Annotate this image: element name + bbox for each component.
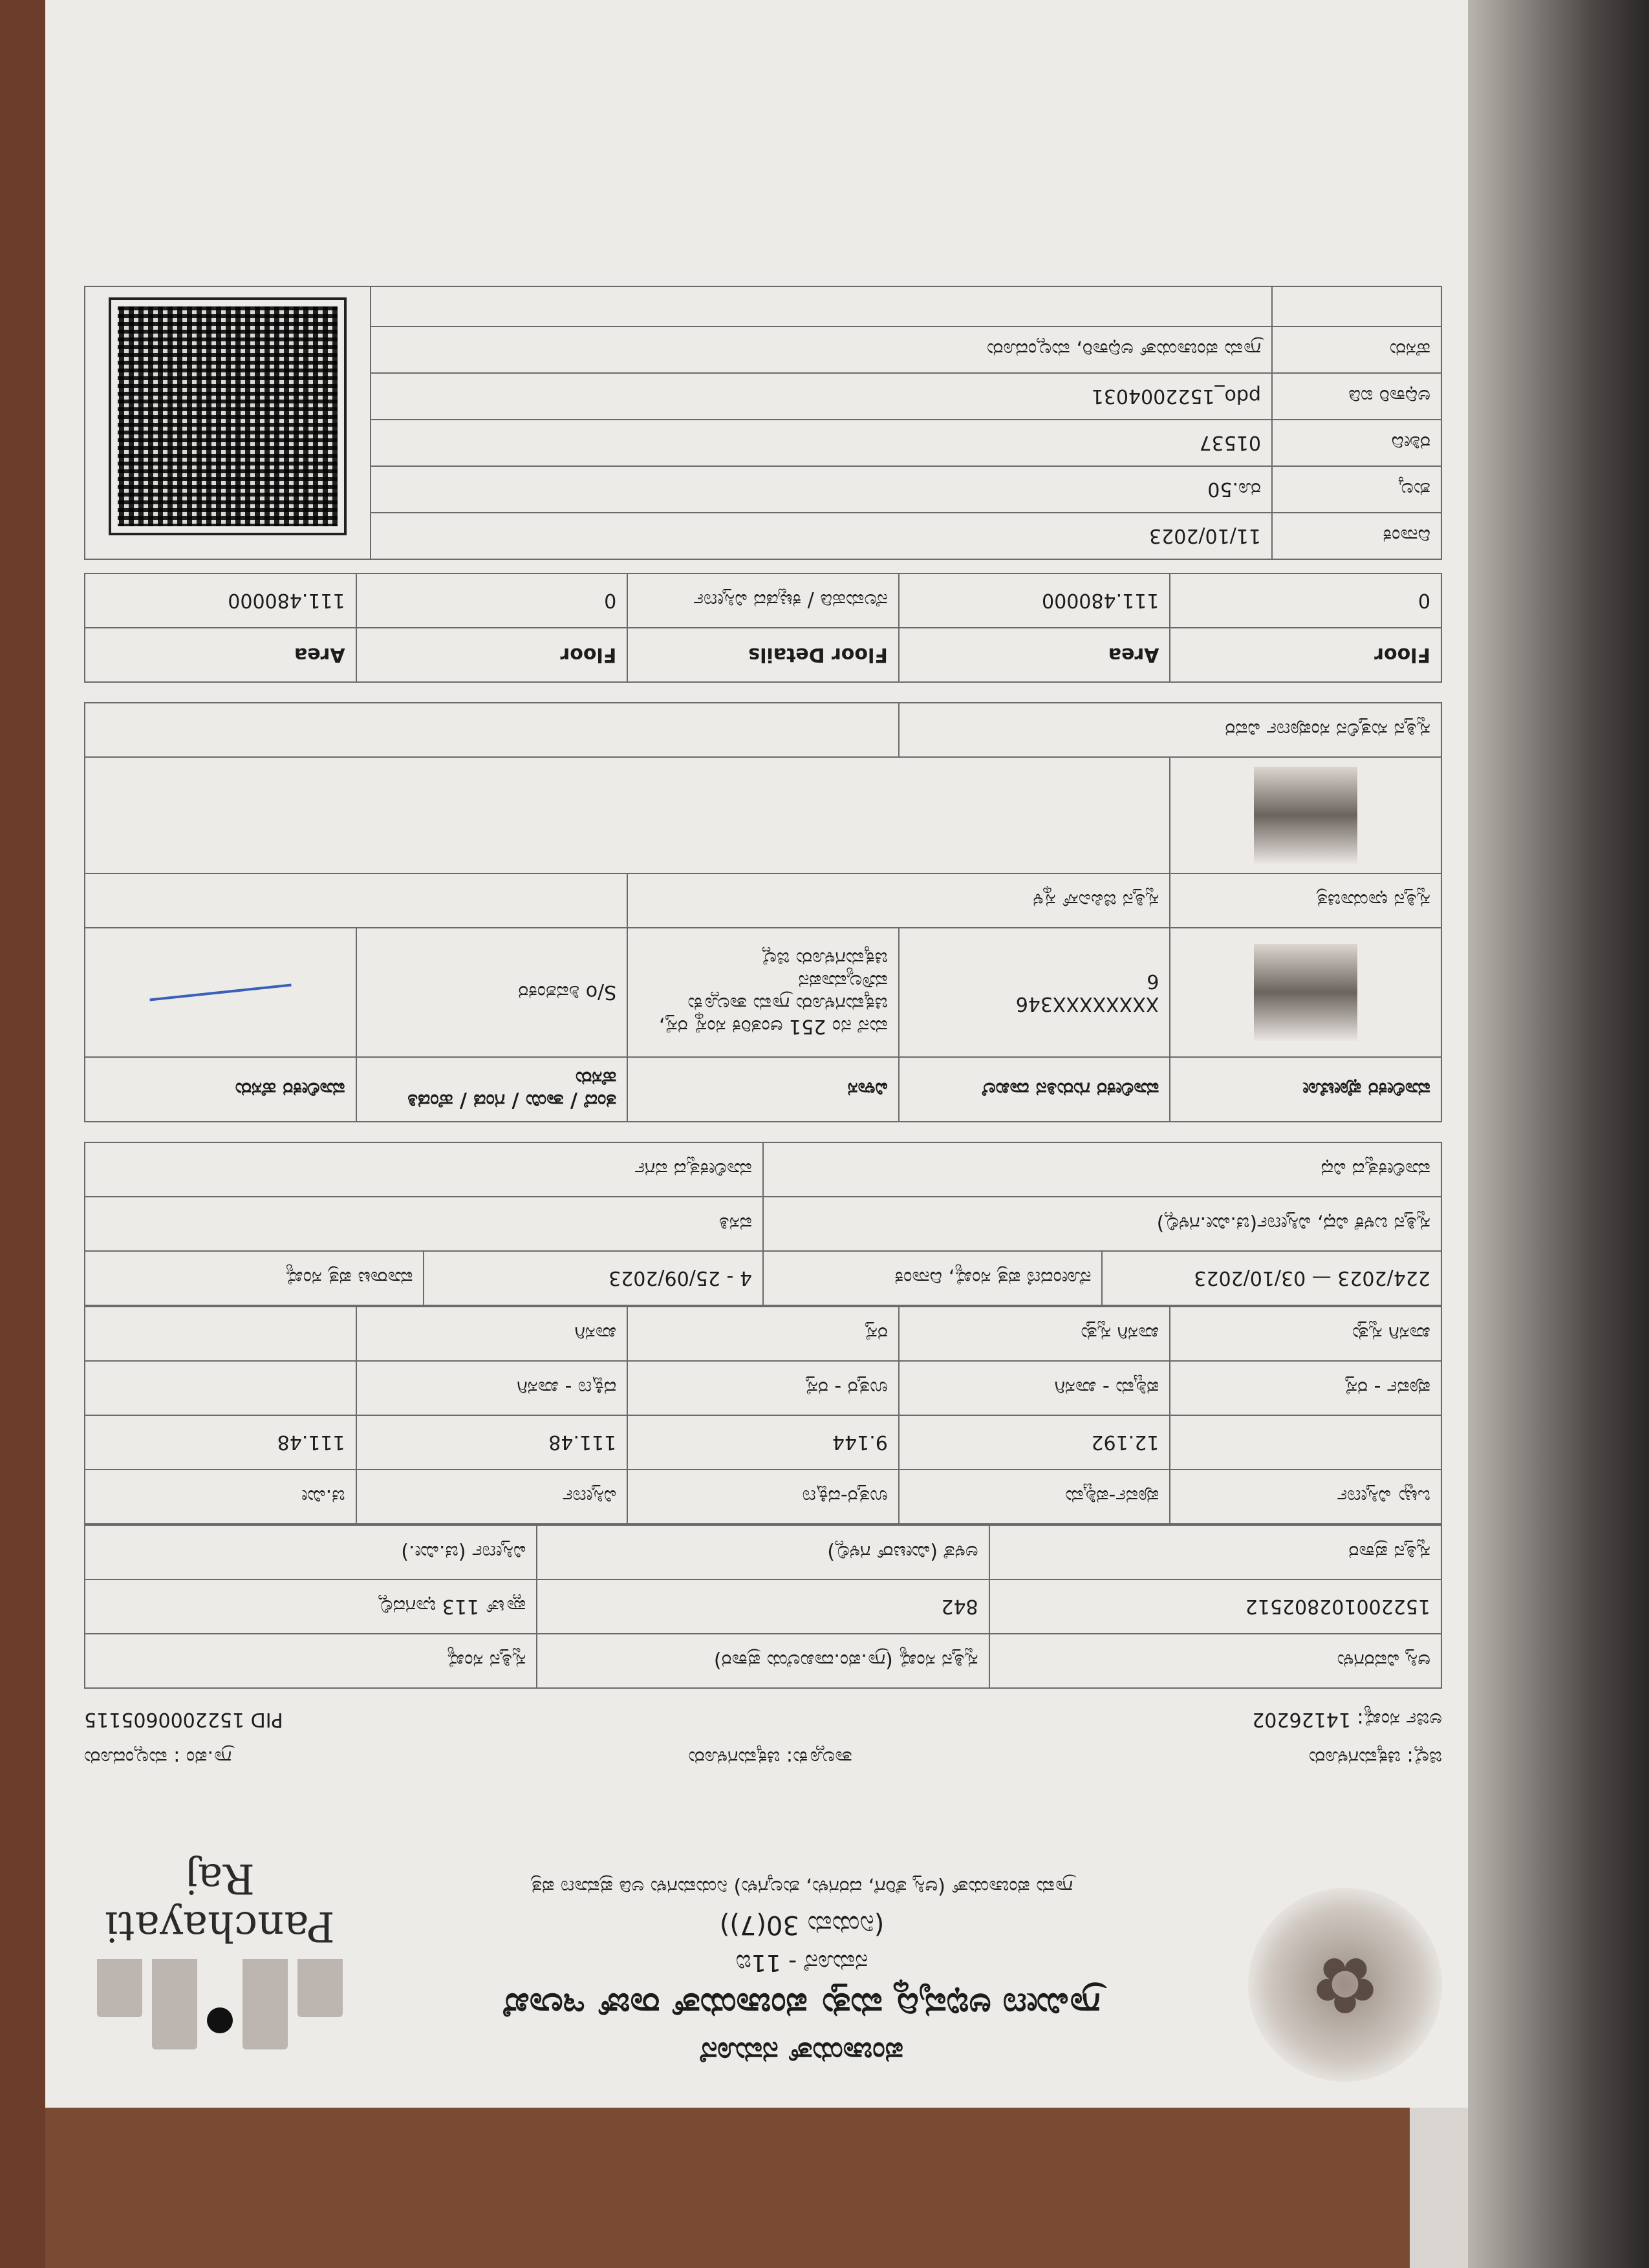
cell: 111.480000: [85, 573, 356, 628]
cell: Area: [85, 628, 356, 682]
cell: ಚ.ಮೀ: [85, 1470, 356, 1524]
binder-edge: [1468, 0, 1649, 2268]
form-subtitle: ಗ್ರಾಮ ಪಂಚಾಯತ್ (ಆಸ್ತಿ ತೆರಿಗೆ, ದರಗಳು, ಶುಲ್ಕಗಳು) ನಿಯಮಗಳು ಅಡಿ ಪ್ರಮಾಣ ಪತ್ರ: [531, 1876, 1073, 1898]
document-sheet: [45, 0, 1481, 2108]
floor-table: [84, 573, 1442, 683]
cell: Area: [899, 628, 1170, 682]
cell: ಅಳತೆ (ಮೀಟರ್ ಗಳಲ್ಲಿ): [537, 1525, 989, 1579]
cell: 842: [537, 1579, 989, 1634]
cell: [1170, 1415, 1441, 1470]
cell: ಸ್ವತ್ತಿನ ಪ್ರಕಾರ: [989, 1525, 1441, 1579]
table-row: [85, 1525, 1441, 1579]
cell: 111.48: [356, 1415, 628, 1470]
table-row: [85, 1579, 1441, 1634]
cell: [356, 928, 628, 1057]
form-number: ನಮೂನೆ - 11ಬಿ: [735, 1949, 868, 1976]
office-title: ಪಂಚಾಯತ್ ನಮೂನೆ: [700, 2036, 903, 2069]
cell: Floor: [356, 628, 628, 682]
cell: ಖಾಸಗಿ: [356, 1307, 628, 1361]
taluk: ತಾಲ್ಲೂಕು: ಚಿಕ್ಕಮಗಳೂರು: [688, 1746, 852, 1769]
owner-photo-cell: [1170, 928, 1441, 1057]
table-row: [85, 1057, 1441, 1122]
cell: ಮಾಲೀಕರ ಫೋಟೋ: [1170, 1057, 1441, 1122]
cell: ಆಸ್ತಿ ವಿವರಗಳು: [989, 1634, 1441, 1688]
cell: ಖಾಸಗಿ ಸ್ವತ್ತು: [1170, 1307, 1441, 1361]
cell: ತಂದೆ / ತಾಯಿ / ಗಂಡ / ಹೆಂಡತಿ ಹೆಸರು: [356, 1057, 628, 1122]
table-row: [85, 1197, 1441, 1251]
cell: [85, 1307, 356, 1361]
address-line: ಚಿಕ್ಕಮಗಳೂರು ಗ್ರಾಮ ತಾಲ್ಲೂಕು ಮೌಲ್ಯಮಾಪನ: [687, 970, 888, 1015]
property-photo: [1254, 767, 1357, 864]
property-id: PID 1522000605115: [84, 1708, 283, 1731]
officer-name: ಗ್ರಾಮ ಪಂಚಾಯತ್ ಅಧಿಕಾರಿ, ಮಲ್ಲಂದೂರು: [371, 326, 1271, 372]
location-row: [84, 1746, 1442, 1769]
issue-labels: [1271, 287, 1441, 559]
cell: [899, 928, 1170, 1057]
cell: ಪೂರ್ವ - ರಸ್ತೆ: [1170, 1361, 1441, 1415]
cell: 224/2023 — 03/10/2023: [1103, 1251, 1442, 1305]
fee: ರೂ.50: [371, 465, 1271, 512]
cell: 152200102802512: [989, 1579, 1441, 1634]
cell: ಸ್ವತ್ತಿನ ಸಂಖ್ಯೆ: [85, 1634, 537, 1688]
cell: ದಕ್ಷಿಣ - ಖಾಸಗಿ: [356, 1361, 628, 1415]
address-line: ಚಿಕ್ಕಮಗಳೂರು ಜಿಲ್ಲೆ: [760, 947, 888, 970]
cell: ಸ್ವತ್ತಿನ ಸುತ್ತಲಿನ ಸಂಪೂರ್ಣ ವಿವರ: [899, 703, 1441, 757]
cell: 0: [1170, 573, 1441, 628]
receipt-number: 01537: [371, 419, 1271, 465]
table-row: [85, 1307, 1441, 1361]
cell: ಮಾಲೀಕತ್ವದ ವರ್ಗ: [85, 1142, 763, 1197]
cell: ಉತ್ತರ - ರಸ್ತೆ: [627, 1361, 899, 1415]
label: ಶುಲ್ಕ: [1273, 465, 1441, 512]
cell: ಖಾಸಗಿ ಸ್ವತ್ತು: [899, 1307, 1170, 1361]
table-row: [85, 1361, 1441, 1415]
label: ಹೆಸರು: [1273, 326, 1441, 372]
issue-date: 11/10/2023: [371, 512, 1271, 559]
owner-photo: [1254, 944, 1357, 1041]
cell: ಪ್ಲಾಟ್ 113 ಭಾಗದಲ್ಲಿ: [85, 1579, 537, 1634]
property-table: [84, 1524, 1442, 1689]
cell: ವಿಸ್ತೀರ್ಣ (ಚ.ಮೀ.): [85, 1525, 537, 1579]
dimensions-table: [84, 1306, 1442, 1524]
cell: ಮಾಲೀಕತ್ವದ ವಿಧ: [763, 1142, 1441, 1197]
signature: [149, 984, 291, 1001]
title-block: [356, 1876, 1248, 2082]
cell: ಪೂರ್ವ-ಪಶ್ಚಿಮ: [899, 1470, 1170, 1524]
cell: 111.480000: [899, 573, 1170, 628]
cell: 9.144: [627, 1415, 899, 1470]
table-row: [85, 573, 1441, 628]
main-title: ಗ್ರಾಮೀಣ ಅಭಿವೃದ್ಧಿ ಮತ್ತು ಪಂಚಾಯತ್ ರಾಜ್ ಇಲಾಖೆ: [503, 1985, 1101, 2024]
label: ರಶೀದಿ: [1273, 419, 1441, 465]
cell: ರಸ್ತೆ: [627, 1307, 899, 1361]
relation-name: ಶಿವಶಂಕರ: [518, 981, 580, 1004]
id-row: [84, 1708, 1442, 1731]
cell: [85, 1361, 356, 1415]
arch-icon: [97, 1959, 343, 2082]
signature-cell: [85, 928, 356, 1057]
cell: ವಿಳಾಸ: [627, 1057, 899, 1122]
certificate-footer: [84, 286, 1442, 560]
address-line: ಮನೆ ನಂ 251 ಆಂತರಿಕ ಸಂಸ್ಥೆ ರಸ್ತೆ,: [658, 1015, 888, 1038]
rule-number: (ನಿಯಮ 30(7)): [719, 1910, 885, 1940]
cell: ನೆಲಮಹಡಿ / ಕಟ್ಟಡದ ವಿಸ್ತೀರ್ಣ: [627, 573, 899, 628]
cell: ವಿಸ್ತೀರ್ಣ: [356, 1470, 628, 1524]
owner-table: [84, 702, 1442, 1122]
cell: Floor: [1170, 628, 1441, 682]
cell: ಸ್ವತ್ತಿನ ಸಂಖ್ಯೆ (ಗ್ರಾ.ಪಂ.ದಾಖಲೆಯ ಪ್ರಕಾರ): [537, 1634, 989, 1688]
cell: ಮಾಲೀಕರ ಗುರುತಿನ ದಾಖಲೆ: [899, 1057, 1170, 1122]
cell: 12.192: [899, 1415, 1170, 1470]
cell: 0: [356, 573, 628, 628]
table-row: [85, 1415, 1441, 1470]
cell: ಪಶ್ಚಿಮ - ಖಾಸಗಿ: [899, 1361, 1170, 1415]
registration-table: [84, 1142, 1442, 1306]
table-row: [85, 873, 1441, 928]
issue-details: [370, 287, 1441, 559]
table-row: [85, 703, 1441, 757]
logo-text: Panchayati Raj: [105, 1854, 335, 1950]
qr-code-icon: [111, 300, 344, 533]
table-row: [85, 1142, 1441, 1197]
cell: Floor Details: [627, 628, 899, 682]
table-row: [85, 628, 1441, 682]
desk-edge: [0, 0, 45, 2268]
cell: [85, 757, 1170, 873]
cell: [627, 928, 899, 1057]
cell: [85, 873, 627, 928]
district: ಜಿಲ್ಲೆ: ಚಿಕ್ಕಮಗಳೂರು: [1308, 1746, 1442, 1769]
cell: ಒಟ್ಟು ವಿಸ್ತೀರ್ಣ: [1170, 1470, 1441, 1524]
owner-id: XXXXXXXX346: [1015, 992, 1159, 1015]
officer-id: pdo_1522004031: [371, 372, 1271, 419]
application-number: ಅರ್ಜಿ ಸಂಖ್ಯೆ: 14126202: [1252, 1708, 1442, 1731]
owner-count: 6: [1147, 970, 1159, 992]
cell: ವಸತಿ: [85, 1197, 763, 1251]
cell: ಮಾಲೀಕರ ಹೆಸರು: [85, 1057, 356, 1122]
table-row: [85, 928, 1441, 1057]
cell: ಸ್ವತ್ತಿನ ಜಿಪಿಎಸ್ ಸ್ಥಳ: [627, 873, 1170, 928]
property-photo-cell: [1170, 757, 1441, 873]
panchayati-raj-logo: [84, 1854, 356, 2082]
cell: ನೋಂದಣಿ ಪತ್ರ ಸಂಖ್ಯೆ, ದಿನಾಂಕ: [763, 1251, 1103, 1305]
gram-panchayat: ಗ್ರಾ.ಪಂ : ಮಲ್ಲಂದೂರು: [84, 1746, 232, 1769]
table-row: [85, 1634, 1441, 1688]
cell: 111.48: [85, 1415, 356, 1470]
label: ದಿನಾಂಕ: [1273, 512, 1441, 559]
issue-values: [371, 287, 1271, 559]
cell: ಉತ್ತರ-ದಕ್ಷಿಣ: [627, 1470, 899, 1524]
cell: ಸ್ವತ್ತಿನ ಛಾಯಾಚಿತ್ರ: [1170, 873, 1441, 928]
relation: S/o: [585, 981, 617, 1004]
form-11b: [45, 0, 1481, 2108]
table-row: [85, 1470, 1441, 1524]
table-row: [85, 757, 1441, 873]
form-header: [84, 1784, 1442, 2082]
label: ಅಧಿಕಾರಿ ಐಡಿ: [1273, 372, 1441, 419]
cell: ಮಾರಾಟ ಪತ್ರ ಸಂಖ್ಯೆ: [85, 1251, 424, 1305]
cell: ಸ್ವತ್ತಿನ ಬಳಕೆ ವಿಧ, ವಿಸ್ತೀರ್ಣ(ಚ.ಮೀ.ಗಳಲ್ಲಿ): [763, 1197, 1441, 1251]
cell: [85, 703, 899, 757]
table-row: [85, 1251, 1441, 1305]
cell: 4 - 25/09/2023: [424, 1251, 764, 1305]
state-emblem-icon: ✿: [1248, 1888, 1442, 2082]
